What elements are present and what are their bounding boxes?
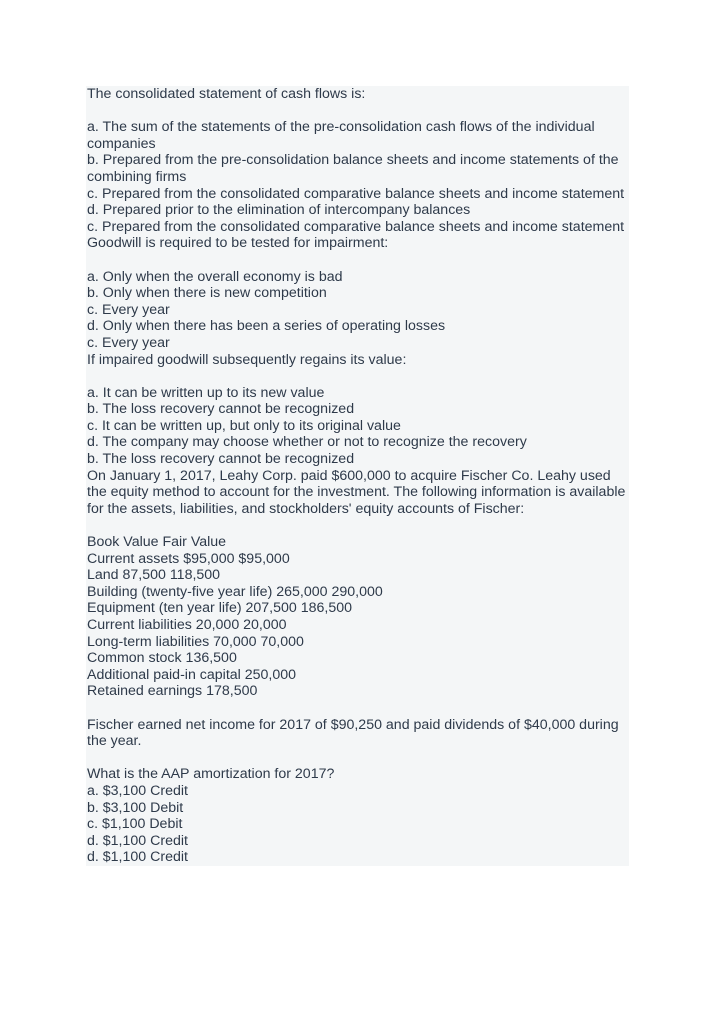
text-line: a. Only when the overall economy is bad	[87, 268, 343, 285]
text-line: c. Every year	[87, 334, 170, 351]
text-line: Building (twenty-five year life) 265,000 290,000	[87, 583, 383, 600]
blank-line	[87, 368, 629, 385]
text-line: Additional paid-in capital 250,000	[87, 666, 297, 683]
text-line: c. It can be written up, but only to its original value	[87, 417, 401, 434]
text-line: c. Every year	[87, 301, 170, 318]
text-line: Current liabilities 20,000 20,000	[87, 617, 287, 633]
text-line: Equipment (ten year life) 207,500 186,500	[87, 600, 353, 617]
text-line: b. Only when there is new competition	[87, 285, 327, 302]
text-line: a. It can be written up to its new value	[87, 384, 325, 401]
text-line: b. The loss recovery cannot be recognized	[87, 451, 355, 468]
text-line: c. $1,100 Debit	[87, 816, 183, 833]
text-line: d. $1,100 Credit	[87, 849, 188, 866]
text-line: Long-term liabilities 70,000 70,000	[87, 633, 304, 650]
document-text-block	[86, 86, 629, 866]
text-line: d. $1,100 Credit	[87, 832, 188, 849]
text-line: Fischer earned net income for 2017 of $90,250 and paid dividends of $40,000 during the year.	[87, 716, 619, 750]
blank-line	[87, 517, 629, 534]
text-line: c. Prepared from the consolidated comparative balance sheets and income statement	[87, 185, 625, 202]
text-line: b. The loss recovery cannot be recognized	[87, 401, 355, 418]
blank-line	[87, 750, 629, 767]
text-line: b. $3,100 Debit	[87, 799, 184, 816]
text-line: What is the AAP amortization for 2017?	[87, 766, 335, 783]
blank-line	[87, 103, 629, 120]
text-line: Retained earnings 178,500	[87, 683, 258, 700]
text-line: a. $3,100 Credit	[87, 782, 188, 799]
text-line: Land 87,500 118,500	[87, 567, 221, 584]
text-line: On January 1, 2017, Leahy Corp. paid $600,000 to acquire Fischer Co. Leahy used the equity method to account for the investment. The following information is available for the assets, liabilities, and stockholders' equity accounts of Fischer:	[87, 467, 626, 517]
text-line: The consolidated statement of cash flows is:	[87, 86, 366, 102]
blank-line	[87, 252, 629, 269]
text-line: Current assets $95,000 $95,000	[87, 550, 290, 567]
text-line: d. Prepared prior to the elimination of intercompany balances	[87, 202, 471, 219]
blank-line	[87, 700, 629, 717]
text-line: a. The sum of the statements of the pre-consolidation cash flows of the individual companies	[87, 119, 595, 152]
text-line: Goodwill is required to be tested for impairment:	[87, 235, 389, 252]
text-line: Book Value Fair Value	[87, 534, 227, 551]
text-line: b. Prepared from the pre-consolidation balance sheets and income statements of the combining firms	[87, 152, 619, 185]
text-line: c. Prepared from the consolidated comparative balance sheets and income statement	[87, 218, 625, 235]
text-line: Common stock 136,500	[87, 650, 237, 667]
text-line: d. The company may choose whether or not to recognize the recovery	[87, 434, 527, 451]
text-line: d. Only when there has been a series of operating losses	[87, 318, 446, 335]
text-line: If impaired goodwill subsequently regains its value:	[87, 351, 407, 368]
